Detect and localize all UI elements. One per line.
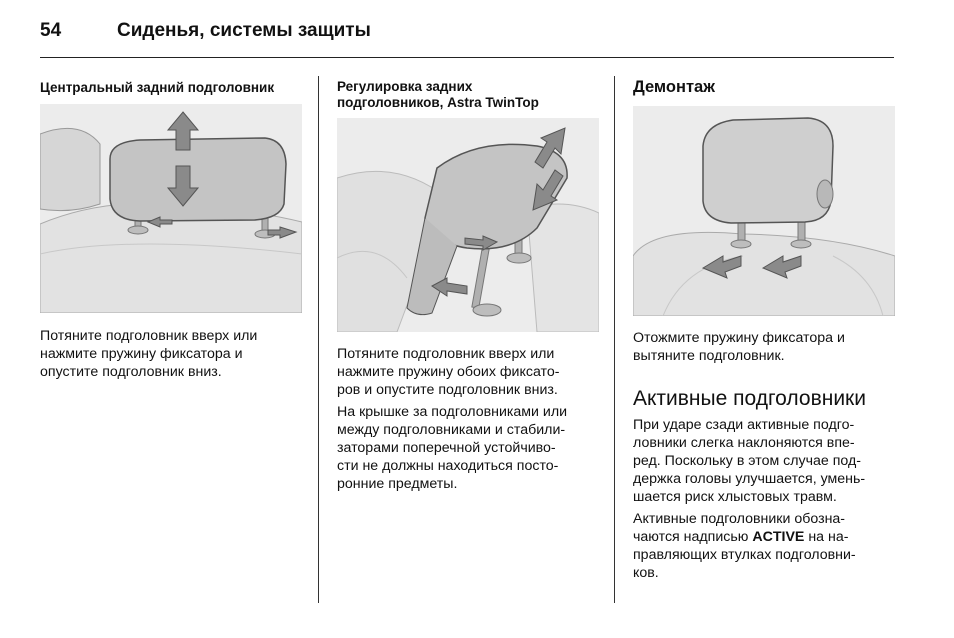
text-line: ронние предметы. xyxy=(337,476,458,492)
removal-figure xyxy=(633,106,895,316)
column-divider xyxy=(614,76,615,603)
center-headrest-figure xyxy=(40,104,302,313)
active-headrests-title: Активные подголовники xyxy=(633,387,866,410)
text-line: ред. Поскольку в этом случае под- xyxy=(633,453,862,469)
active-headrests-description xyxy=(633,416,903,506)
twintop-headrest-heading xyxy=(337,79,539,111)
center-headrest-heading: Центральный задний подголовник xyxy=(40,80,275,95)
twintop-warning xyxy=(337,403,609,493)
text-line: ловники слегка наклоняются впе- xyxy=(633,435,855,451)
twintop-headrest-figure xyxy=(337,118,599,332)
header-divider xyxy=(40,57,894,58)
page-title: Сиденья, системы защиты xyxy=(117,20,371,41)
active-headrests-marking xyxy=(633,510,903,582)
text-line: держка головы улучшается, умень- xyxy=(633,471,866,487)
active-label: ACTIVE xyxy=(752,529,805,545)
text-line: заторами поперечной устойчиво- xyxy=(337,440,556,456)
text-line xyxy=(633,528,903,546)
text-line: вытяните подголовник. xyxy=(633,348,785,364)
text-fragment: чаются надписью xyxy=(633,529,753,545)
text-line: опустите подголовник вниз. xyxy=(40,364,222,380)
text-fragment: на на- xyxy=(804,529,849,545)
text-line: ков. xyxy=(633,565,659,581)
text-line: Отожмите пружину фиксатора и xyxy=(633,330,845,346)
removal-instructions xyxy=(633,329,903,365)
text-line: ров и опустите подголовник вниз. xyxy=(337,382,558,398)
text-line: сти не должны находиться посто- xyxy=(337,458,559,474)
twintop-instructions xyxy=(337,345,609,399)
text-line: нажмите пружину фиксатора и xyxy=(40,346,243,362)
text-line: При ударе сзади активные подго- xyxy=(633,417,855,433)
heading-line: подголовников, Astra TwinTop xyxy=(337,95,539,110)
center-headrest-instructions xyxy=(40,327,310,381)
heading-line: Регулировка задних xyxy=(337,79,473,94)
text-line: Потяните подголовник вверх или xyxy=(337,346,555,362)
column-divider xyxy=(318,76,319,603)
removal-heading: Демонтаж xyxy=(633,78,715,96)
text-line: Активные подголовники обозна- xyxy=(633,511,846,527)
text-line: шается риск хлыстовых травм. xyxy=(633,489,837,505)
page-number: 54 xyxy=(40,20,62,41)
text-line: На крышке за подголовниками или xyxy=(337,404,568,420)
text-line: между подголовниками и стабили- xyxy=(337,422,566,438)
text-line: нажмите пружину обоих фиксато- xyxy=(337,364,560,380)
text-line: Потяните подголовник вверх или xyxy=(40,328,258,344)
text-line: правляющих втулках подголовни- xyxy=(633,547,856,563)
